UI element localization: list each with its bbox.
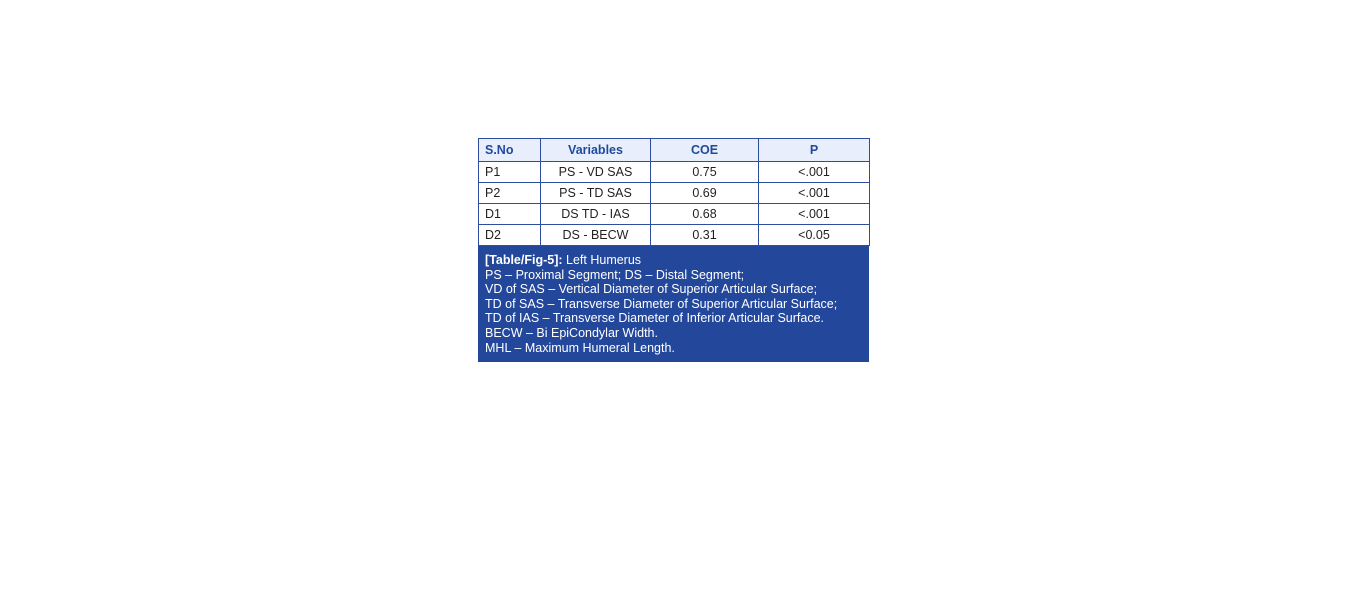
legend-line: VD of SAS – Vertical Diameter of Superior Articular Surface; — [485, 282, 818, 297]
cell-sno: P2 — [479, 183, 541, 204]
legend-line: MHL – Maximum Humeral Length. — [485, 340, 675, 355]
legend-line: PS – Proximal Segment; DS – Distal Segment; — [485, 267, 745, 282]
table-row — [479, 225, 870, 246]
cell-p: <.001 — [759, 204, 870, 225]
column-header-sno: S.No — [479, 139, 541, 162]
table-row — [479, 162, 870, 183]
table-header-row — [479, 139, 870, 162]
legend-caption-text: Left Humerus — [562, 253, 642, 267]
cell-sno: D1 — [479, 204, 541, 225]
cell-variable: DS TD - IAS — [541, 204, 651, 225]
column-header-coe: COE — [651, 139, 759, 162]
cell-coe: 0.75 — [651, 162, 759, 183]
column-header-p: P — [759, 139, 870, 162]
table-legend — [478, 246, 869, 362]
cell-variable: PS - VD SAS — [541, 162, 651, 183]
cell-variable: PS - TD SAS — [541, 183, 651, 204]
cell-variable: DS - BECW — [541, 225, 651, 246]
table-row — [479, 183, 870, 204]
cell-sno: D2 — [479, 225, 541, 246]
cell-p: <.001 — [759, 162, 870, 183]
cell-coe: 0.68 — [651, 204, 759, 225]
table-row — [479, 204, 870, 225]
cell-p: <0.05 — [759, 225, 870, 246]
cell-sno: P1 — [479, 162, 541, 183]
table-figure-block — [478, 138, 869, 362]
legend-caption — [485, 253, 869, 268]
legend-line: TD of SAS – Transverse Diameter of Superior Articular Surface; — [485, 296, 838, 311]
cell-coe: 0.69 — [651, 183, 759, 204]
correlation-table — [478, 138, 870, 246]
legend-line: BECW – Bi EpiCondylar Width. — [485, 325, 658, 340]
table-header — [479, 139, 870, 162]
cell-coe: 0.31 — [651, 225, 759, 246]
cell-p: <.001 — [759, 183, 870, 204]
column-header-variables: Variables — [541, 139, 651, 162]
legend-line: TD of IAS – Transverse Diameter of Inferior Articular Surface. — [485, 311, 825, 326]
table-body — [479, 162, 870, 246]
legend-caption-label: [Table/Fig-5]: — [485, 253, 563, 267]
